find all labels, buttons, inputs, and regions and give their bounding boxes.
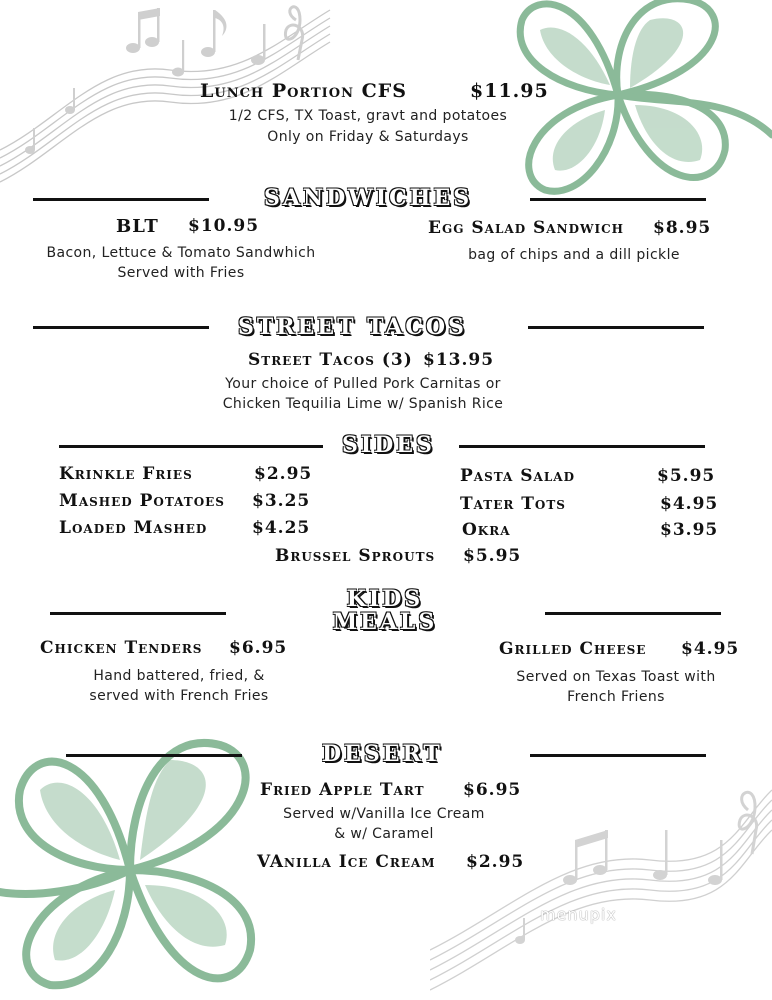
egg-salad-name: Egg Salad Sandwich: [428, 218, 624, 238]
blt-name: BLT: [116, 216, 159, 237]
side-item-price: $5.95: [657, 466, 716, 486]
ice-cream-price: $2.95: [466, 852, 525, 872]
grilled-cheese-desc-2: French Friens: [567, 689, 665, 705]
side-item-price: $3.95: [660, 520, 719, 540]
lunch-portion-title: Lunch Portion CFS: [200, 80, 407, 102]
grilled-cheese-price: $4.95: [681, 639, 740, 659]
lunch-portion-desc-2: Only on Friday & Saturdays: [267, 129, 469, 145]
tacos-rule-left: [33, 326, 209, 329]
egg-salad-desc: bag of chips and a dill pickle: [468, 247, 680, 263]
apple-tart-price: $6.95: [463, 780, 522, 800]
desert-heading: DESERT: [322, 741, 443, 767]
apple-tart-desc-2: & w/ Caramel: [334, 826, 434, 842]
lunch-portion-desc-1: 1/2 CFS, TX Toast, gravt and potatoes: [228, 108, 508, 124]
desert-rule-right: [530, 754, 706, 757]
chicken-tenders-name: Chicken Tenders: [40, 638, 203, 658]
tacos-desc-2: Chicken Tequilia Lime w/ Spanish Rice: [222, 396, 504, 412]
blt-price: $10.95: [188, 216, 260, 236]
side-item-name: Krinkle Fries: [59, 464, 193, 484]
ice-cream-name: VAnilla Ice Cream: [257, 852, 436, 872]
tacos-heading: STREET TACOS: [238, 314, 467, 340]
apple-tart-name: Fried Apple Tart: [260, 780, 425, 800]
side-item-price: $4.95: [660, 494, 719, 514]
side-item-name: Pasta Salad: [460, 466, 576, 486]
kids-heading: [320, 588, 450, 634]
sides-rule-left: [59, 445, 323, 448]
side-item-name: Okra: [462, 520, 511, 540]
side-item-price: $4.25: [252, 518, 311, 538]
menupix-watermark: menupix: [540, 905, 617, 924]
sandwiches-rule-right: [530, 198, 706, 201]
side-item-name: Brussel Sprouts: [275, 546, 436, 566]
blt-desc-2: Served with Fries: [117, 265, 245, 281]
kids-rule-left: [50, 612, 226, 615]
grilled-cheese-name: Grilled Cheese: [499, 639, 647, 659]
sandwiches-rule-left: [33, 198, 209, 201]
side-item-price: $5.95: [463, 546, 522, 566]
apple-tart-desc-1: Served w/Vanilla Ice Cream: [283, 806, 485, 822]
side-item-name: Tater Tots: [460, 494, 566, 514]
kids-rule-right: [545, 612, 721, 615]
lunch-portion-price: $11.95: [470, 80, 549, 102]
tacos-desc-1: Your choice of Pulled Pork Carnitas or: [225, 376, 501, 392]
blt-desc-1: Bacon, Lettuce & Tomato Sandwhich: [46, 245, 316, 261]
chicken-tenders-price: $6.95: [229, 638, 288, 658]
tacos-name: Street Tacos (3): [248, 350, 413, 370]
chicken-tenders-desc-1: Hand battered, fried, &: [93, 668, 265, 684]
desert-rule-left: [66, 754, 242, 757]
chicken-tenders-desc-2: served with French Fries: [89, 688, 269, 704]
clover-bottom-icon: [0, 720, 300, 1000]
side-item-price: $3.25: [252, 491, 311, 511]
grilled-cheese-desc-1: Served on Texas Toast with: [516, 669, 716, 685]
egg-salad-price: $8.95: [653, 218, 712, 238]
sides-heading: SIDES: [342, 432, 435, 458]
side-item-price: $2.95: [254, 464, 313, 484]
sandwiches-heading: SANDWICHES: [264, 185, 473, 211]
kids-heading-line2: MEALS: [332, 609, 438, 635]
tacos-rule-right: [528, 326, 704, 329]
side-item-name: Loaded Mashed: [59, 518, 208, 538]
tacos-price: $13.95: [423, 350, 495, 370]
sides-rule-right: [459, 445, 705, 448]
kids-heading-line1: KIDS: [346, 586, 424, 612]
side-item-name: Mashed Potatoes: [59, 491, 225, 511]
